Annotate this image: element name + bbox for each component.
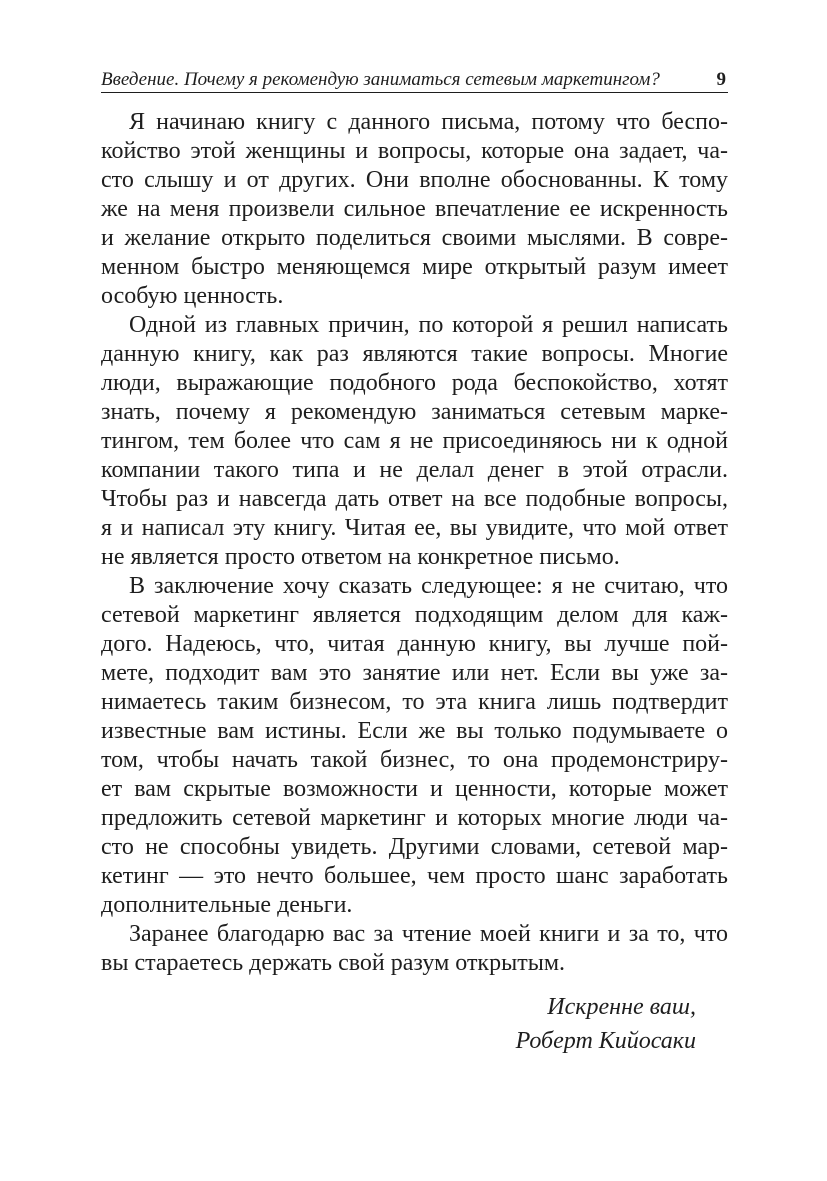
running-header [101,68,728,93]
text-line: дого. Надеюсь, что, читая данную книгу, вы лучше пой- [101,631,728,657]
text-line: Заранее благодарю вас за чтение моей книги и за то, что [129,921,728,947]
text-line: тингом, тем более что сам я не присоединяюсь ни к одной [101,428,728,454]
text-line: данную книгу, как раз являются такие вопросы. Многие [101,341,728,367]
page-number: 9 [716,69,726,90]
text-line: ет вам скрытые возможности и ценности, которые может [101,776,728,802]
text-line: люди, выражающие подобного рода беспокойство, хотят [101,370,728,396]
text-line: Я начинаю книгу с данного письма, потому что беспо- [129,109,728,135]
text-line: койство этой женщины и вопросы, которые она задает, ча- [101,138,728,164]
text-line: нимаетесь таким бизнесом, то эта книга лишь подтвердит [101,689,728,715]
text-line: сто не способны увидеть. Другими словами, сетевой мар- [101,834,728,860]
signature-closing: Искренне ваш, [547,994,696,1020]
text-line: я и написал эту книгу. Читая ее, вы увидите, что мой ответ [101,515,728,541]
text-line: вы стараетесь держать свой разум открытым. [101,950,566,976]
text-line: сетевой маркетинг является подходящим делом для каж- [101,602,728,628]
text-line: мете, подходит вам это занятие или нет. Если вы уже за- [101,660,728,686]
body-text [101,108,728,978]
text-line: предложить сетевой маркетинг и которых многие люди ча- [101,805,728,831]
text-line: компании такого типа и не делал денег в этой отрасли. [101,457,728,483]
paragraph-1 [101,108,728,311]
text-line: менном быстро меняющемся мире открытый разум имеет [101,254,728,280]
paragraph-2 [101,311,728,572]
chapter-title: Введение. Почему я рекомендую заниматься сетевым маркетингом? [101,69,660,90]
text-line: не является просто ответом на конкретное письмо. [101,544,620,570]
text-line: же на меня произвели сильное впечатление ее искренность [101,196,728,222]
text-line: сто слышу и от других. Они вполне обоснованны. К тому [101,167,728,193]
text-line: Одной из главных причин, по которой я решил написать [129,312,728,338]
text-line: дополнительные деньги. [101,892,353,918]
text-line: особую ценность. [101,283,284,309]
paragraph-4 [101,920,728,978]
text-line: известные вам истины. Если же вы только подумываете о [101,718,728,744]
text-line: Чтобы раз и навсегда дать ответ на все подобные вопросы, [101,486,728,512]
text-line: и желание открыто поделиться своими мыслями. В совре- [101,225,728,251]
signature [516,990,696,1058]
text-line: кетинг — это нечто большее, чем просто шанс заработать [101,863,728,889]
signature-author: Роберт Кийосаки [515,1028,696,1054]
text-line: В заключение хочу сказать следующее: я не считаю, что [129,573,728,599]
paragraph-3 [101,572,728,920]
text-line: знать, почему я рекомендую заниматься сетевым марке- [101,399,728,425]
text-line: том, чтобы начать такой бизнес, то она продемонстриру- [101,747,728,773]
